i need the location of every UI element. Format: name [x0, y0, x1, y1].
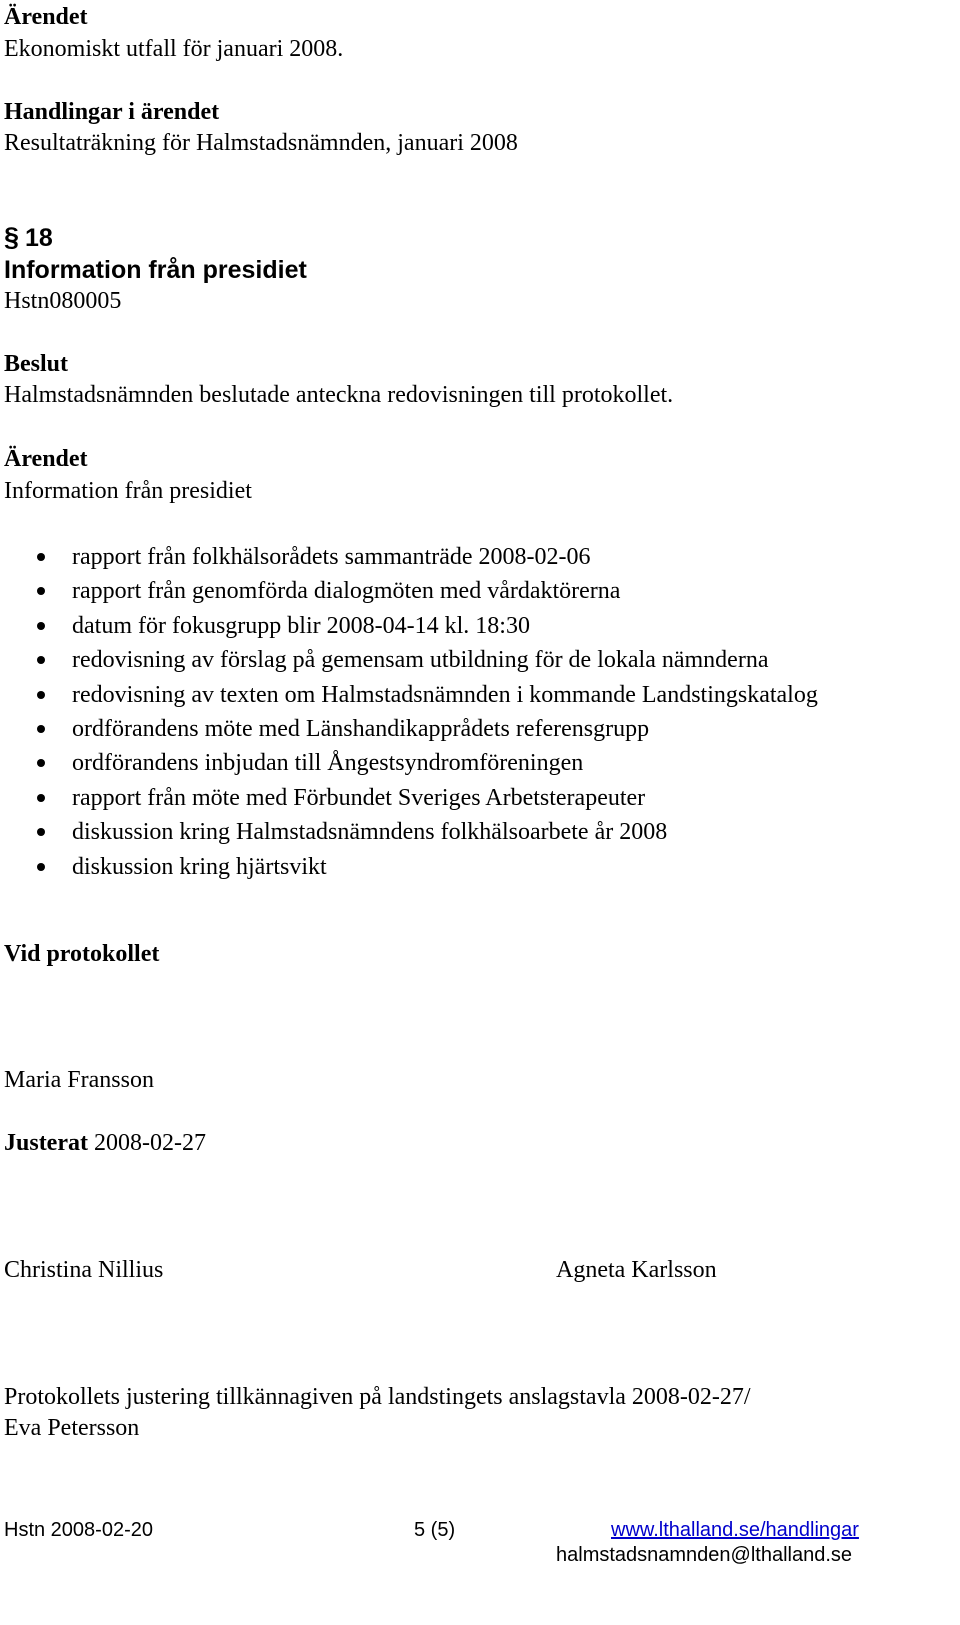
- secretary-name: Maria Fransson: [4, 1067, 154, 1093]
- notice-line-1: Protokollets justering tillkännagiven på landstingets anslagstavla 2008-02-27/: [4, 1384, 751, 1410]
- handlingar-link[interactable]: www.lthalland.se/handlingar: [611, 1519, 859, 1541]
- bullet-icon: [37, 725, 45, 733]
- section-symbol: §: [4, 222, 20, 252]
- matter-text-1: Ekonomiskt utfall för januari 2008.: [4, 36, 344, 62]
- list-item: rapport från möte med Förbundet Sveriges Arbetsterapeuter: [0, 781, 818, 815]
- matter-text-2: Information från presidiet: [4, 478, 252, 504]
- bullet-icon: [37, 622, 45, 630]
- notice-line-2: Eva Petersson: [4, 1415, 140, 1441]
- matter-heading-2: Ärendet: [4, 446, 88, 472]
- bullet-icon: [37, 759, 45, 767]
- adjuster-name-2: Agneta Karlsson: [556, 1257, 717, 1283]
- list-item: ordförandens möte med Länshandikapprådets referensgrupp: [0, 712, 818, 746]
- bullet-icon: [37, 863, 45, 871]
- adjusted-label: Justerat: [4, 1130, 88, 1156]
- bullet-icon: [37, 553, 45, 561]
- list-item: rapport från folkhälsorådets sammanträde 2008-02-06: [0, 540, 818, 574]
- list-item: ordförandens inbjudan till Ångestsyndromföreningen: [0, 746, 818, 780]
- section-reference: Hstn080005: [4, 288, 122, 314]
- list-item: redovisning av förslag på gemensam utbildning för de lokala nämnderna: [0, 643, 818, 677]
- matter-heading-1: Ärendet: [4, 4, 88, 30]
- bullet-icon: [37, 587, 45, 595]
- footer-date: Hstn 2008-02-20: [4, 1519, 153, 1541]
- list-item: diskussion kring Halmstadsnämndens folkhälsoarbete år 2008: [0, 815, 818, 849]
- page-number: 5 (5): [414, 1519, 456, 1541]
- list-item: redovisning av texten om Halmstadsnämnden i kommande Landstingskatalog: [0, 678, 818, 712]
- adjusted-date: 2008-02-27: [93, 1130, 206, 1156]
- section-number: [4, 222, 53, 253]
- documents-heading: Handlingar i ärendet: [4, 99, 220, 125]
- list-item: diskussion kring hjärtsvikt: [0, 850, 818, 884]
- bullet-icon: [37, 794, 45, 802]
- list-item: rapport från genomförda dialogmöten med vårdaktörerna: [0, 574, 818, 608]
- bullet-icon: [37, 828, 45, 836]
- decision-text: Halmstadsnämnden beslutade anteckna redovisningen till protokollet.: [4, 382, 674, 408]
- adjusted-line: [4, 1130, 206, 1157]
- minutes-heading: Vid protokollet: [4, 941, 160, 967]
- section-title: Information från presidiet: [4, 256, 307, 284]
- bullet-icon: [37, 656, 45, 664]
- documents-text: Resultaträkning för Halmstadsnämnden, januari 2008: [4, 130, 518, 156]
- bullet-icon: [37, 691, 45, 699]
- decision-heading: Beslut: [4, 351, 69, 377]
- contact-email: halmstadsnamnden@lthalland.se: [556, 1544, 853, 1566]
- adjuster-name-1: Christina Nillius: [4, 1257, 164, 1283]
- section-number-value: 18: [25, 224, 53, 252]
- list-item: datum för fokusgrupp blir 2008-04-14 kl. 18:30: [0, 609, 818, 643]
- information-list: [0, 540, 818, 884]
